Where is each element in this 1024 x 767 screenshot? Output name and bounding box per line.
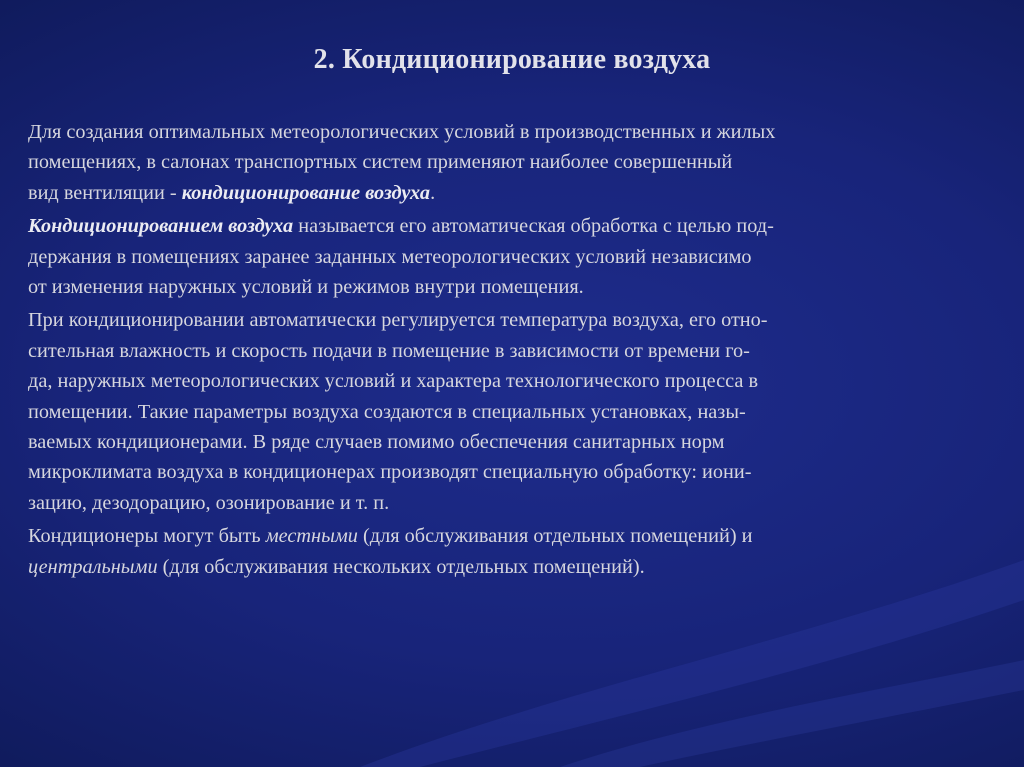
text-line: При кондиционировании автоматически регулируется температура воздуха, его отно- [28,309,768,332]
text-line: от изменения наружных условий и режимов внутри помещения. [28,276,584,299]
text-line: сительная влажность и скорость подачи в помещение в зависимости от времени го- [28,339,750,362]
paragraph-types [28,521,993,582]
emphasis-term: Кондиционированием воздуха [28,215,294,238]
text-line: Кондиционированием воздуха называется его автоматическая обработка с целью под- [28,215,774,238]
paragraph-intro [28,117,993,208]
text-line: ваемых кондиционерами. В ряде случаев помимо обеспечения санитарных норм [28,431,725,454]
paragraph-definition [28,211,993,302]
text-line: зацию, дезодорацию, озонирование и т. п. [28,491,390,514]
text-line: Для создания оптимальных метеорологических условий в производственных и жилых [28,121,776,143]
slide-title: 2. Кондиционирование воздуха [313,44,711,75]
text-line: помещениях, в салонах транспортных систем применяют наиболее совершенный [28,151,733,174]
emphasis-local: местными [265,525,358,548]
text-line: Кондиционеры могут быть местными (для обслуживания отдельных помещений) и [28,525,753,548]
text-line: да, наружных метеорологических условий и характера технологического процесса в [28,370,759,393]
text-line: микроклимата воздуха в кондиционерах производят специальную обработку: иони- [28,461,752,484]
paragraph-regulation [28,305,993,518]
text-line: вид вентиляции - кондиционирование воздуха. [28,181,436,204]
emphasis-central: центральными [28,555,158,578]
slide-body [28,117,993,585]
text-line: держания в помещениях заранее заданных метеорологических условий независимо [28,245,752,268]
text-line: центральными (для обслуживания нескольких отдельных помещений). [28,555,645,578]
emphasis-term: кондиционирование воздуха [181,181,431,204]
text-line: помещении. Такие параметры воздуха создаются в специальных установках, назы- [28,400,746,423]
